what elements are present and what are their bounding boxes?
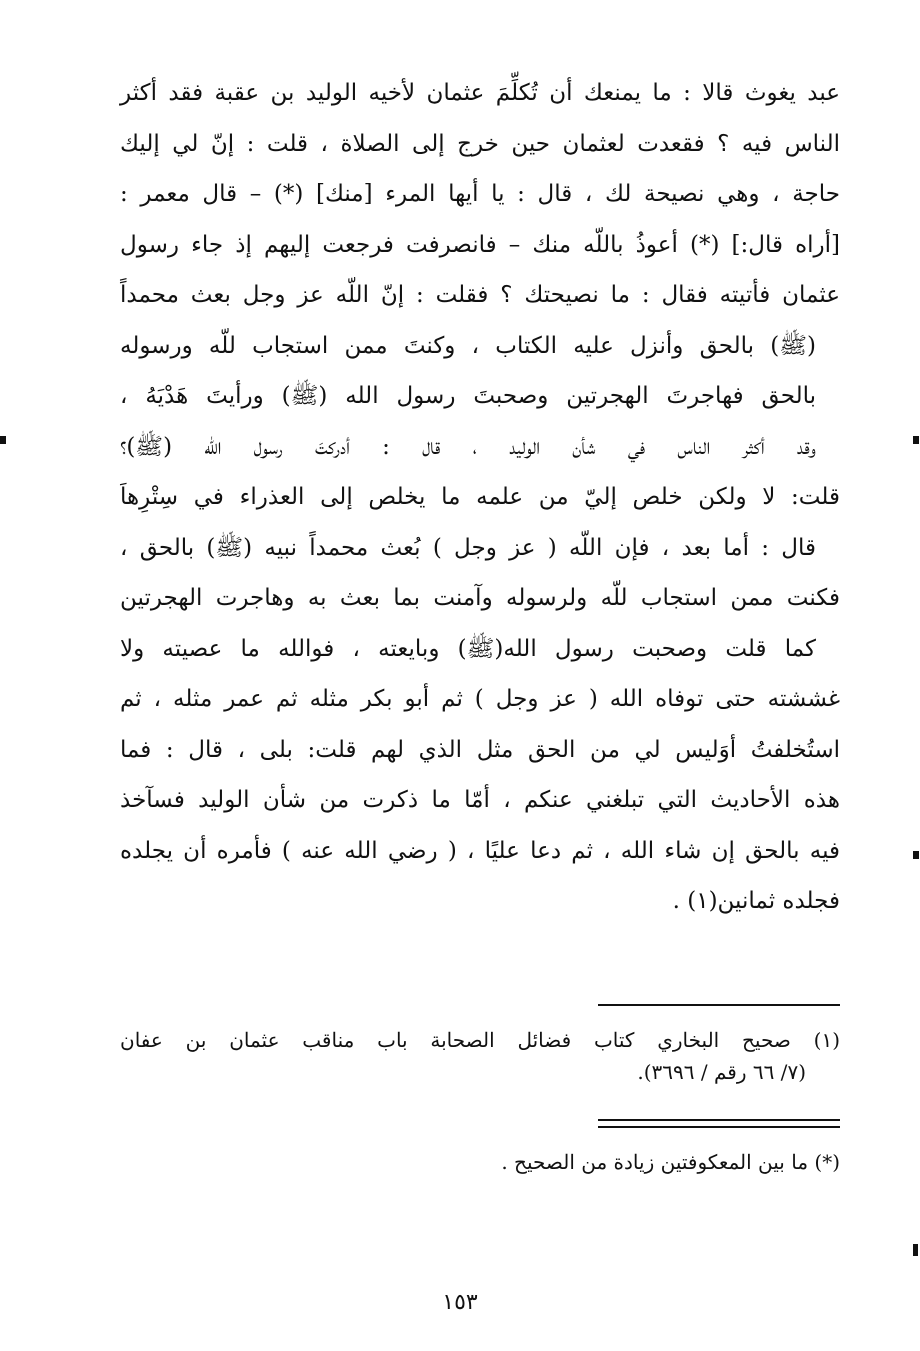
editorial-note: (*) ما بين المعكوفتين زيادة من الصحيح . — [501, 1150, 840, 1174]
text-line: حاجة ، وهي نصيحة لك ، قال : يا أيها المرء [منك] (*) – قال معمر : — [120, 181, 840, 207]
text-line: هذه الأحاديث التي تبلغني عنكم ، أمّا ما ذكرت من شأن الوليد فسآخذ — [120, 787, 840, 813]
text-line: وقد أكثر الناس في شأن الوليد ، قال : أدركتَ رسول اللّه (ﷺ)؟ — [120, 433, 816, 460]
text-line: فجلده ثمانين(١) . — [672, 888, 840, 914]
text-line: الناس فيه ؟ فقعدت لعثمان حين خرج إلى الصلاة ، قلت : إنّ لي إليك — [120, 130, 840, 157]
text-line: كما قلت وصحبت رسول الله(ﷺ) وبايعته ، فوالله ما عصيته ولا — [120, 635, 816, 662]
footnote-line: (١) صحيح البخاري كتاب فضائل الصحابة باب مناقب عثمان بن عفان — [120, 1028, 840, 1052]
text-line: (ﷺ) بالحق وأنزل عليه الكتاب ، وكنتَ ممن استجاب للّه ورسوله — [120, 332, 816, 359]
text-line: قال : أما بعد ، فإن اللّه ( عز وجل ) بُعث محمداً نبيه (ﷺ) بالحق ، — [120, 534, 816, 561]
double-divider-top — [598, 1119, 840, 1121]
text-line: عثمان فأتيته فقال : ما نصيحتك ؟ فقلت : إنّ اللّه عز وجل بعث محمداً — [120, 282, 840, 308]
footnote — [120, 1024, 840, 1088]
text-line: عبد يغوث قالا : ما يمنعك أن تُكلِّمَ عثمان لأخيه الوليد بن عقبة فقد أكثر — [120, 80, 840, 106]
footnote-divider — [598, 1004, 840, 1006]
margin-mark — [0, 436, 6, 444]
text-line: بالحق فهاجرتَ الهجرتين وصحبتَ رسول الله (ﷺ) ورأيتَ هَدْيَهُ ، — [120, 383, 816, 409]
text-line: فكنت ممن استجاب للّه ولرسوله وآمنت بما بعث به وهاجرت الهجرتين — [120, 585, 840, 611]
text-line: غششته حتى توفاه الله ( عز وجل ) ثم أبو بكر مثله ثم عمر مثله ، ثم — [120, 686, 840, 712]
text-line: قلت: لا ولكن خلص إليّ من علمه ما يخلص إلى العذراء في سِتْرِهاَ — [120, 484, 840, 510]
page-number: ١٥٣ — [442, 1290, 478, 1315]
text-line: [أراه قال:] (*) أعوذُ باللّه منك – فانصرفت فرجعت إليهم إذ جاء رسول — [120, 231, 840, 258]
margin-mark — [913, 436, 919, 444]
text-line: استُخلفتُ أوَليس لي من الحق مثل الذي لهم قلت: بلى ، قال : فما — [120, 736, 840, 763]
double-divider-bottom — [598, 1126, 840, 1128]
margin-mark — [913, 1244, 918, 1256]
footnote-line: (٧/ ٦٦ رقم / ٣٦٩٦). — [637, 1060, 806, 1084]
margin-mark — [913, 851, 919, 859]
main-text — [120, 68, 840, 927]
text-line: فيه بالحق إن شاء الله ، ثم دعا عليًا ، ( رضي الله عنه ) فأمره أن يجلده — [120, 837, 841, 864]
